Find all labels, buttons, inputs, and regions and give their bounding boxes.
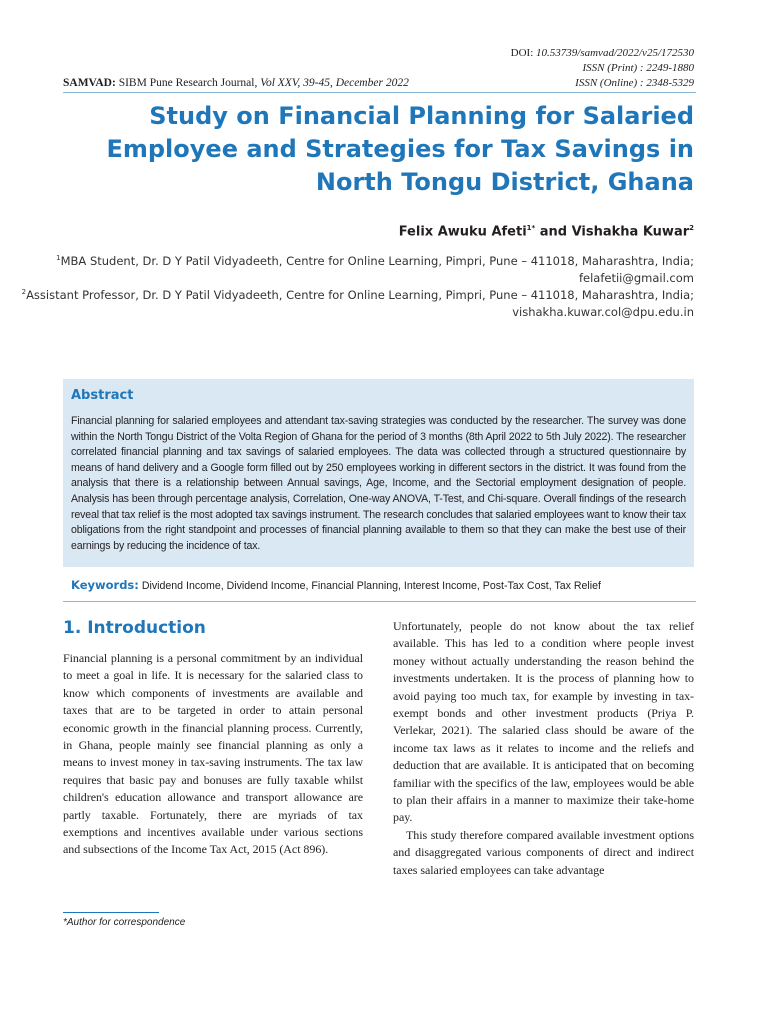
abstract-heading: Abstract	[71, 388, 134, 403]
author-2: Vishakha Kuwar	[571, 224, 690, 240]
footnote-rule	[63, 912, 159, 913]
journal-subtitle: SIBM Pune Research Journal,	[118, 77, 258, 89]
paper-title: Study on Financial Planning for Salaried Employee and Strategies for Tax Savings in North Tongu District, Ghana	[106, 102, 694, 196]
column-left	[63, 650, 363, 859]
affiliation-1	[56, 250, 694, 287]
aff-1-email[interactable]: felafetii@gmail.com	[578, 270, 694, 285]
author-conjunction: and	[535, 224, 572, 240]
author-1-mark: 1*	[526, 224, 536, 232]
author-2-mark: 2	[689, 224, 694, 232]
author-1: Felix Awuku Afeti	[398, 224, 527, 240]
keywords-line	[71, 578, 691, 594]
aff-2-email[interactable]: vishakha.kuwar.col@dpu.edu.in	[512, 304, 694, 319]
issn-online: ISSN (Online) : 2348-5329	[575, 77, 694, 89]
journal-citation	[63, 76, 409, 91]
keywords-rule	[63, 601, 696, 602]
doi-value[interactable]: 10.53739/samvad/2022/v25/172530	[536, 47, 694, 59]
keywords-label: Keywords:	[71, 578, 139, 592]
aff-1-text: MBA Student, Dr. D Y Patil Vidyadeeth, Centre for Online Learning, Pimpri, Pune – 411018, Maharashtra, India;	[60, 253, 694, 268]
aff-1-mark: 1	[56, 254, 61, 262]
doi-line	[511, 46, 694, 61]
issn-print: ISSN (Print) : 2249-1880	[582, 62, 694, 74]
abstract-text: Financial planning for salaried employees and attendant tax-saving strategies was conducted by the researcher. The survey was done within the North Tongu District of the Volta Region of Ghana for the period of 3 months (8th April 2022 to 5th July 2022). The researcher correlated financial planning and tax savings of salaried employees. The data was collected through a structured questionnaire by means of hand delivery and a Google form filled out by 250 employees working in different sectors in the district. It was found from the analysis that there is a relationship between Annual savings, Age, Income, and the Sectorial employment designation of people. Analysis has been through percentage analysis, Correlation, One-way ANOVA, T-Test, and Chi-square. Overall findings of the research reveal that tax relief is the most adopted tax savings instrument. The research concludes that salaried employees want to know their tax obligations from the right standpoint and processes of financial planning available to them so that they can make the best use of their earnings by reducing the incidence of tax.	[71, 415, 686, 552]
keywords-text: Dividend Income, Dividend Income, Financial Planning, Interest Income, Post-Tax Cost, Tax Relief	[138, 580, 601, 592]
journal-name: SAMVAD:	[63, 77, 116, 89]
affiliation-2	[22, 284, 694, 321]
section-heading-introduction: 1. Introduction	[63, 618, 206, 638]
intro-paragraph-3: This study therefore compared available investment options and disaggregated various components of direct and indirect taxes salaried employees can take advantage	[393, 827, 694, 877]
column-right	[393, 618, 694, 879]
journal-volume: Vol XXV, 39-45, December 2022	[260, 77, 409, 89]
footnote-correspondence: *Author for correspondence	[63, 917, 186, 928]
author-line	[399, 219, 694, 241]
header-rule	[63, 92, 696, 93]
doi-label: DOI:	[510, 47, 534, 59]
aff-2-text: Assistant Professor, Dr. D Y Patil Vidyadeeth, Centre for Online Learning, Pimpri, Pune – 411018, Maharashtra, India;	[26, 287, 694, 302]
intro-paragraph-2: Unfortunately, people do not know about the tax relief available. This has led to a condition where people invest money without actually understanding the reason behind the investments undertaken. It is the process of planning how to avoid paying too much tax, for example by investing in tax-exempt bonds and other investment products (Priya P. Verlekar, 2021). The salaried class should be aware of the income tax laws as it relates to income and the reliefs and deduction that are available. It is anticipated that on becoming familiar with the specifics of the law, employees would be able to plan their affairs in a manner to maximize their take-home pay.	[393, 619, 694, 825]
aff-2-mark: 2	[21, 288, 27, 296]
intro-paragraph-1: Financial planning is a personal commitment by an individual to meet a goal in life. It is necessary for the salaried class to know which components of investments are available and taxes that are to be targeted in order to attain personal economic growth in the financial planning process. Currently, in Ghana, people mainly see financial planning as only a means to invest money in tax-saving instruments. The tax law requires that basic pay and bonuses are fully taxable whilst children's education allowance and transport allowance are partly taxable. Fortunately, there are myriads of tax exemptions and incentives available under various sections and subsections of the Income Tax Act, 2015 (Act 896).	[63, 651, 363, 857]
